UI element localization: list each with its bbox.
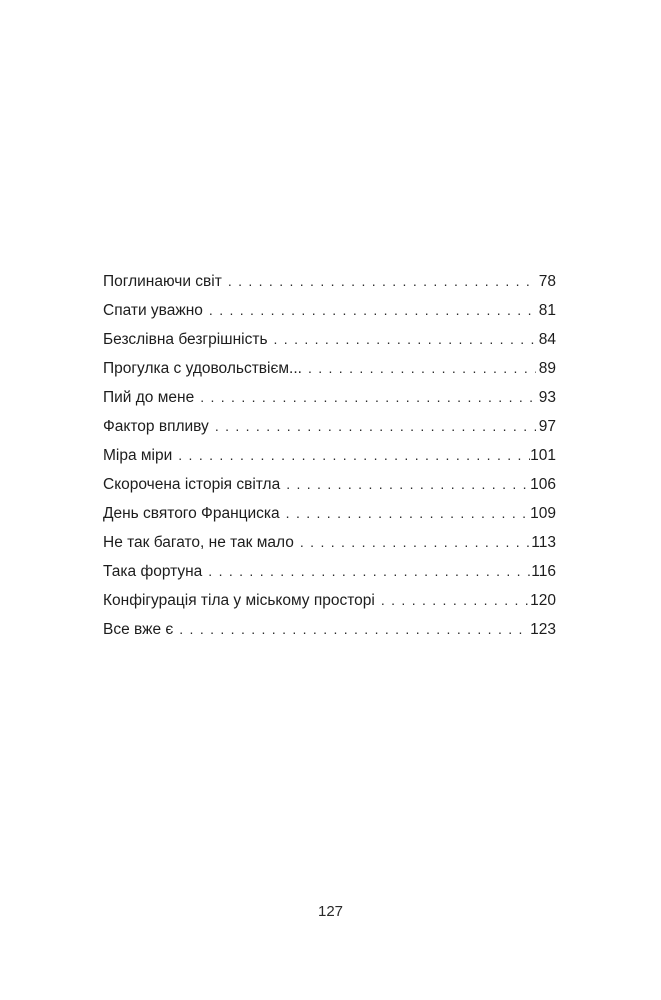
- toc-entry: [103, 499, 556, 528]
- table-of-contents: [103, 267, 556, 644]
- toc-entry-page: 101: [530, 447, 556, 464]
- toc-dot-leader: [172, 441, 530, 470]
- toc-entry: [103, 325, 556, 354]
- toc-entry: [103, 296, 556, 325]
- toc-dot-leader: [375, 586, 530, 615]
- toc-entry-page: 109: [530, 505, 556, 522]
- toc-entry-title: Все вже є: [103, 621, 174, 638]
- toc-entry-page: 123: [530, 621, 556, 638]
- toc-entry-page: 84: [538, 331, 556, 348]
- toc-entry-title: Скорочена історія світла: [103, 476, 281, 493]
- toc-entry-title: Конфігурація тіла у міському просторі: [103, 592, 375, 609]
- toc-entry-page: 78: [538, 273, 556, 290]
- page-number: 127: [317, 903, 344, 920]
- toc-entry-page: 120: [530, 592, 556, 609]
- toc-dot-leader: [203, 296, 536, 325]
- toc-entry: [103, 615, 556, 644]
- toc-entry-page: 113: [531, 534, 556, 551]
- toc-entry-title: Прогулка с удовольствієм...: [103, 360, 302, 377]
- toc-entry: [103, 383, 556, 412]
- toc-entry: [103, 354, 556, 383]
- toc-dot-leader: [194, 383, 536, 412]
- toc-entry-title: Фактор впливу: [103, 418, 209, 435]
- toc-entry-page: 97: [538, 418, 556, 435]
- toc-entry-title: Пий до мене: [103, 389, 195, 406]
- toc-entry-title: Міра міри: [103, 447, 173, 464]
- toc-dot-leader: [173, 615, 530, 644]
- toc-entry: [103, 586, 556, 615]
- toc-entry-page: 81: [538, 302, 556, 319]
- toc-dot-leader: [202, 557, 531, 586]
- toc-entry: [103, 412, 556, 441]
- toc-entry-title: Така фортуна: [103, 563, 203, 580]
- toc-entry-title: День святого Франциска: [103, 505, 280, 522]
- toc-entry-page: 93: [538, 389, 556, 406]
- toc-entry-page: 116: [531, 563, 556, 580]
- toc-entry-title: Не так багато, не так мало: [103, 534, 294, 551]
- toc-entry: [103, 528, 556, 557]
- toc-dot-leader: [280, 499, 530, 528]
- toc-dot-leader: [209, 412, 536, 441]
- toc-entry-title: Безслівна безгрішність: [103, 331, 268, 348]
- toc-entry-title: Спати уважно: [103, 302, 203, 319]
- toc-entry: [103, 470, 556, 499]
- toc-entry: [103, 441, 556, 470]
- toc-entry-page: 106: [530, 476, 556, 493]
- toc-entry-page: 89: [538, 360, 556, 377]
- toc-entry: [103, 557, 556, 586]
- toc-dot-leader: [222, 267, 536, 296]
- toc-entry-title: Поглинаючи світ: [103, 273, 222, 290]
- toc-dot-leader: [294, 528, 531, 557]
- toc-dot-leader: [268, 325, 536, 354]
- toc-dot-leader: [302, 354, 536, 383]
- toc-entry: [103, 267, 556, 296]
- toc-dot-leader: [280, 470, 530, 499]
